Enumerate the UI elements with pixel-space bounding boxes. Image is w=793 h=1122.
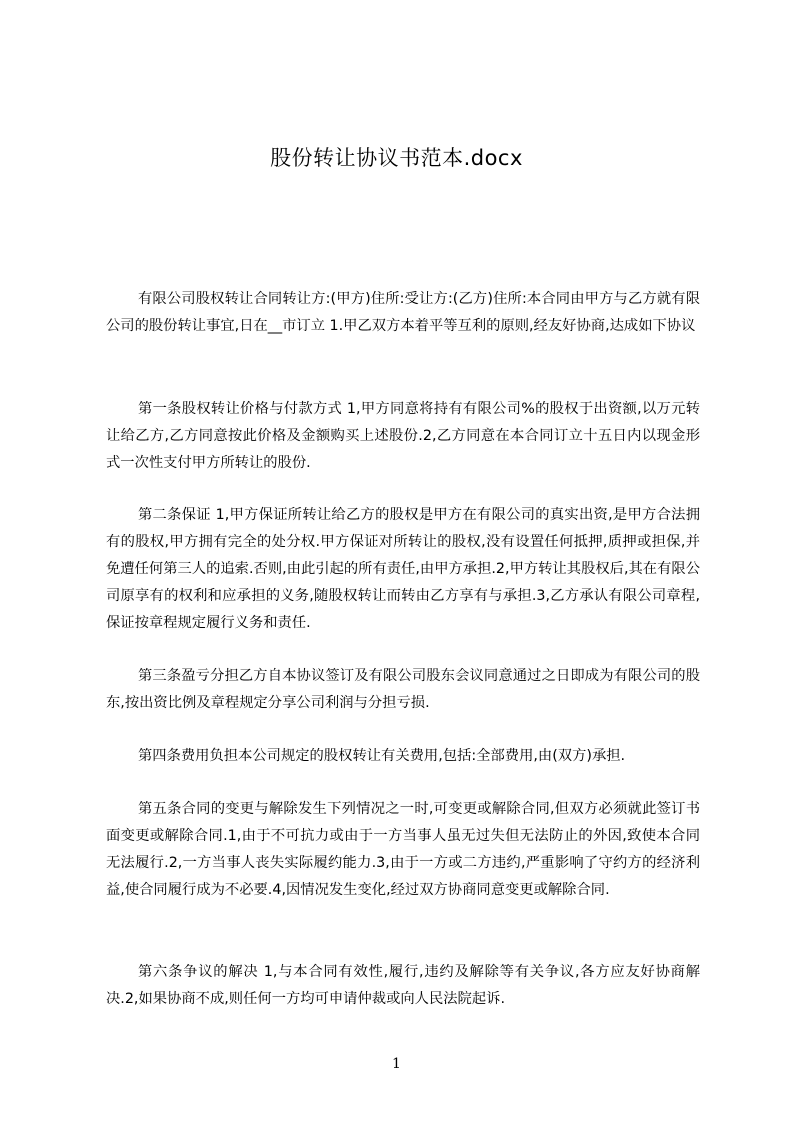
paragraph-article-6: 第六条争议的解决 1,与本合同有效性,履行,违约及解除等有关争议,各方应友好协商解决.2,如果协商不成,则任何一方均可申请仲裁或向人民法院起诉. [106,964,700,1007]
paragraph-preamble: 有限公司股权转让合同转让方:(甲方)住所:受让方:(乙方)住所:本合同由甲方与乙方就有限公司的股份转让事宜,日在__市订立 1.甲乙双方本着平等互利的原则,经友好协商,达成如下协议 [106,291,700,334]
paragraph-article-1: 第一条股权转让价格与付款方式 1,甲方同意将持有有限公司%的股权于出资额,以万元转让给乙方,乙方同意按此价格及金额购买上述股份.2,乙方同意在本合同订立十五日内以现金形式一次性支付甲方所转让的股份. [106,401,700,471]
paragraph-article-4: 第四条费用负担本公司规定的股权转让有关费用,包括:全部费用,由(双方)承担. [138,748,626,764]
document-title: 股份转让协议书范本.docx [270,146,523,170]
paragraph-article-5: 第五条合同的变更与解除发生下列情况之一时,可变更或解除合同,但双方必须就此签订书面变更或解除合同.1,由于不可抗力或由于一方当事人虽无过失但无法防止的外因,致使本合同无法履行.2,一方当事人丧失实际履约能力.3,由于一方或二方违约,严重影响了守约方的经济利益,使合同履行成为不必要.4,因情况发生变化,经过双方协商同意变更或解除合同. [106,801,700,898]
paragraph-article-3: 第三条盈亏分担乙方自本协议签订及有限公司股东会议同意通过之日即成为有限公司的股东,按出资比例及章程规定分享公司利润与分担亏损. [106,668,700,711]
page-number: 1 [392,1056,401,1072]
paragraph-article-2: 第二条保证 1,甲方保证所转让给乙方的股权是甲方在有限公司的真实出资,是甲方合法拥有的股权,甲方拥有完全的处分权.甲方保证对所转让的股权,没有设置任何抵押,质押或担保,并免遭任何第三人的追索.否则,由此引起的所有责任,由甲方承担.2,甲方转让其股权后,其在有限公司原享有的权利和应承担的义务,随股权转让而转由乙方享有与承担.3,乙方承认有限公司章程,保证按章程规定履行义务和责任. [106,507,700,631]
